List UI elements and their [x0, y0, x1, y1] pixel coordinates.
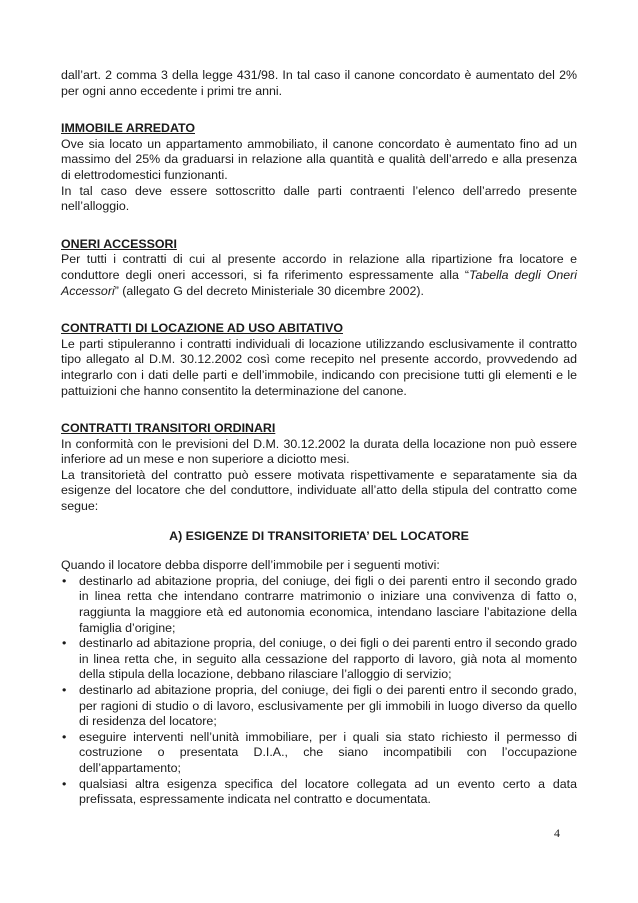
esigenze-locatore-intro: Quando il locatore debba disporre dell’immobile per i seguenti motivi:: [61, 558, 440, 573]
bullet-icon: •: [62, 573, 67, 588]
contratti-transitori-paragraph-2: La transitorietà del contratto può essere motivata rispettivamente e separatamente sia da esigenze del locatore che del conduttore, individuate all’atto della stipula del contratto come segue:: [61, 467, 577, 514]
list-item: [61, 636, 577, 683]
list-item: [61, 683, 577, 730]
list-item-text: destinarlo ad abitazione propria, del coniuge, dei figli o dei parenti entro il secondo grado in linea retta che intendano contrarre matrimonio o iniziare una convivenza di fatto o, raggiunta la maggiore età ed autonomia economica, intendano lasciare l’abitazione della famiglia d’origine;: [79, 573, 577, 635]
oneri-accessori-section: [61, 237, 577, 299]
list-item-text: destinarlo ad abitazione propria, del coniuge, o dei figli o dei parenti entro il secondo grado in linea retta che, in seguito alla cessazione del rapporto di lavoro, già nota al momento della stipula della locazione, debbano rilasciare l’alloggio di servizio;: [79, 636, 577, 682]
esigenze-locatore-list: [61, 574, 577, 808]
oneri-accessori-heading: ONERI ACCESSORI: [61, 236, 177, 251]
contratti-transitori-paragraph-1: In conformità con le previsioni del D.M. 30.12.2002 la durata della locazione non può essere inferiore ad un mese e non superiore a diciotto mesi.: [61, 436, 577, 467]
list-item: [61, 574, 577, 636]
contratti-abitativo-paragraph: Le parti stipuleranno i contratti individuali di locazione utilizzando esclusivamente il contratto tipo allegato al D.M. 30.12.2002 così come recepito nel presente accordo, provvedendo ad integrarlo con i dati delle parti e dell’immobile, indicando con precisione tutti gli elementi e le pattuizioni che hanno consentito la determinazione del canone.: [61, 336, 577, 398]
oneri-accessori-table-title: Tabella degli Oneri Accessori: [61, 267, 577, 298]
bullet-icon: •: [62, 636, 67, 651]
bullet-icon: •: [62, 776, 67, 791]
list-item-text: eseguire interventi nell’unità immobiliare, per i quali sia stato richiesto il permesso di costruzione o presentata D.I.A., che siano incompatibili con l’occupazione dell’appartamento;: [79, 729, 577, 775]
esigenze-locatore-title: A) ESIGENZE DI TRANSITORIETA’ DEL LOCATORE: [169, 528, 469, 543]
list-item-text: qualsiasi altra esigenza specifica del locatore collegata ad un evento certo a data prefissata, espressamente indicata nel contratto e documentata.: [79, 776, 577, 807]
list-item-text: destinarlo ad abitazione propria, del coniuge, dei figli o dei parenti entro il secondo grado, per ragioni di studio o di lavoro, esclusivamente per gli immobili in luogo diverso da quello di residenza del locatore;: [79, 683, 577, 729]
page-number: 4: [554, 826, 560, 840]
oneri-accessori-text-after: ” (allegato G del decreto Ministeriale 30 dicembre 2002).: [114, 283, 424, 298]
oneri-accessori-paragraph: [61, 252, 577, 299]
immobile-arredato-section: [61, 121, 577, 215]
contratti-transitori-section: [61, 421, 577, 808]
immobile-arredato-paragraph-2: In tal caso deve essere sottoscritto dalle parti contraenti l’elenco dell’arredo presente nell’alloggio.: [61, 183, 577, 214]
intro-paragraph: dall’art. 2 comma 3 della legge 431/98. In tal caso il canone concordato è aumentato del 2% per ogni anno eccedente i primi tre anni.: [61, 68, 577, 98]
document-page: [61, 68, 577, 808]
immobile-arredato-paragraph-1: Ove sia locato un appartamento ammobiliato, il canone concordato è aumentato fino ad un massimo del 25% da graduarsi in relazione alla quantità e qualità dell’arredo e alla presenza di elettrodomestici funzionanti.: [61, 136, 577, 182]
contratti-abitativo-heading: CONTRATTI DI LOCAZIONE AD USO ABITATIVO: [61, 321, 343, 336]
contratti-abitativo-section: [61, 321, 577, 399]
bullet-icon: •: [62, 729, 67, 744]
oneri-accessori-text-before: Per tutti i contratti di cui al presente accordo in relazione alla ripartizione fra locatore e conduttore degli oneri accessori, si fa riferimento espressamente alla “: [61, 252, 577, 282]
bullet-icon: •: [62, 683, 67, 697]
intro-section: [61, 68, 577, 99]
list-item: [61, 777, 577, 808]
immobile-arredato-heading: IMMOBILE ARREDATO: [61, 121, 195, 136]
contratti-transitori-heading: CONTRATTI TRANSITORI ORDINARI: [61, 421, 276, 436]
list-item: [61, 730, 577, 777]
